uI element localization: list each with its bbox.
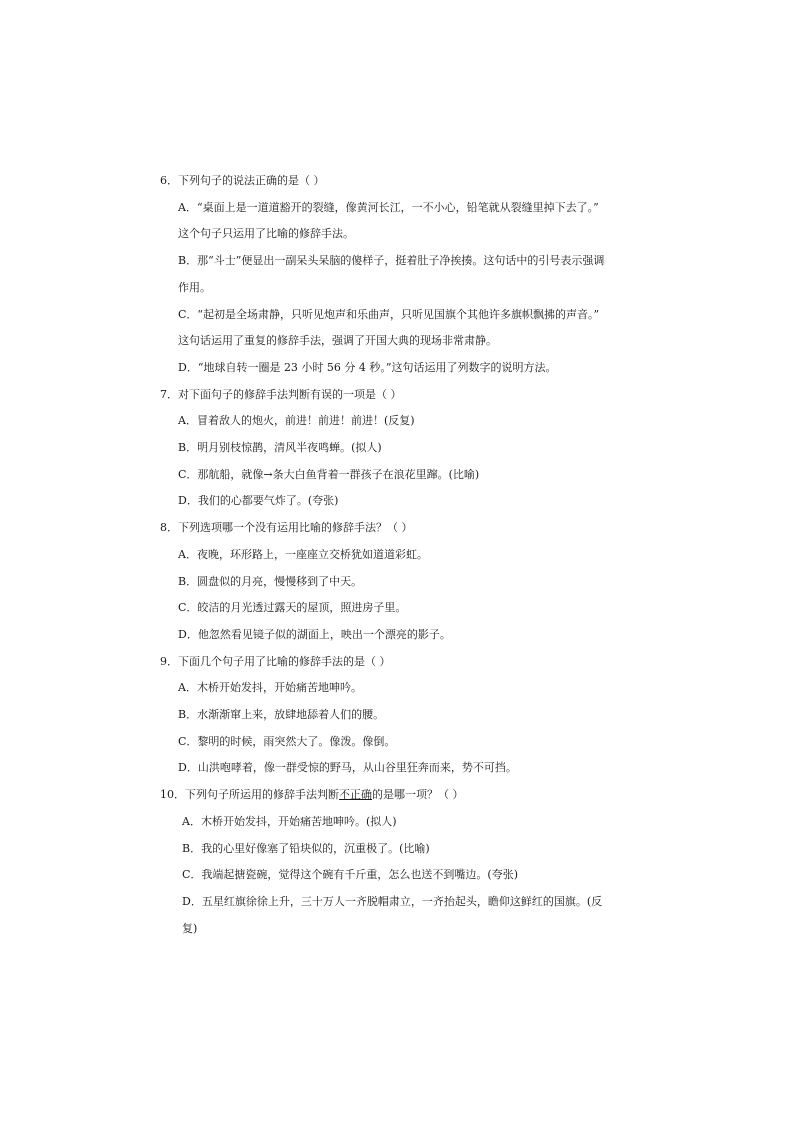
option-a: [160, 195, 660, 248]
option-a: A．冒着敌人的炮火，前进！前进！前进！(反复): [178, 414, 415, 428]
option-a: A．木桥开始发抖，开始痛苦地呻吟。(拟人): [182, 814, 397, 828]
option-d: D．山洪咆哮着，像一群受惊的野马，从山谷里狂奔而来，势不可挡。: [178, 761, 517, 775]
option-d: D．我们的心都要气炸了。(夸张): [178, 494, 339, 508]
stem-underlined: 不正确: [339, 788, 372, 802]
option-b: B．明月别枝惊鹊，清风半夜鸣蝉。(拟人): [178, 441, 382, 455]
question-stem: 6．下列句子的说法正确的是（ ）: [160, 174, 325, 187]
option-line: C．“起初是全场肃静，只听见炮声和乐曲声，只听见国旗个其他许多旗帜飘拂的声音。”: [178, 307, 600, 321]
option-b: B．我的心里好像塞了铅块似的，沉重极了。(比喻): [182, 841, 430, 855]
question-9: [160, 649, 660, 783]
option-c: C．那航船，就像→条大白鱼背着一群孩子在浪花里蹿。(比喻): [178, 467, 480, 481]
option-c: [160, 302, 660, 355]
option-line: D．五星红旗徐徐上升，三十万人一齐脱帽肃立，一齐抬起头，瞻仰这鲜红的国旗。(反: [182, 894, 603, 908]
option-line: A．“桌面上是一道道豁开的裂缝，像黄河长江，一不小心，铅笔就从裂缝里掉下去了。”: [178, 200, 599, 214]
option-line: D．“地球自转一圈是 23 小时 56 分 4 秒。”这句话运用了列数字的说明方法。: [178, 360, 557, 374]
stem-after: 的是哪一项？（ ）: [372, 788, 464, 802]
option-b: [160, 248, 660, 301]
option-a: A．夜晚，环形路上，一座座立交桥犹如道道彩虹。: [178, 547, 428, 561]
question-8: [160, 515, 660, 649]
question-stem: 8．下列选项哪一个没有运用比喻的修辞手法？（ ）: [160, 521, 413, 535]
option-d: D．他忽然看见镜子似的湖面上，映出一个漂亮的影子。: [178, 627, 451, 641]
option-d: [160, 889, 660, 942]
question-list: [160, 168, 660, 942]
option-b: B．圆盘似的月亮，慢慢移到了中天。: [178, 574, 363, 588]
option-d: [160, 355, 660, 382]
question-stem: [160, 782, 660, 809]
option-line: 这个句子只运用了比喻的修辞手法。: [178, 227, 354, 241]
question-10: [160, 782, 660, 942]
option-line: 这句话运用了重复的修辞手法，强调了开国大典的现场非常肃静。: [178, 334, 497, 348]
question-6: [160, 168, 660, 382]
question-stem: 7．对下面句子的修辞手法判断有误的一项是（ ）: [160, 387, 402, 401]
option-a: A．木桥开始发抖，开始痛苦地呻吟。: [178, 681, 362, 695]
option-c: C．我端起搪瓷碗，觉得这个碗有千斤重，怎么也送不到嘴边。(夸张): [182, 868, 518, 882]
question-stem: 9．下面几个句子用了比喻的修辞手法的是（ ）: [160, 654, 391, 668]
stem-before: 10．下列句子所运用的修辞手法判断: [160, 788, 339, 802]
option-line: 复): [182, 921, 198, 935]
option-line: 作用。: [178, 280, 211, 294]
option-line: B．那“斗士”便显出一副呆头呆脑的傻样子，挺着肚子净挨揍。这句话中的引号表示强调: [178, 254, 605, 268]
question-7: [160, 382, 660, 516]
option-c: C．黎明的时候，雨突然大了。像泼。像倒。: [178, 734, 396, 748]
option-b: B．水渐渐窜上来，放肆地舔着人们的腰。: [178, 708, 385, 722]
option-c: C．皎洁的月光透过露天的屋顶，照进房子里。: [178, 601, 407, 615]
